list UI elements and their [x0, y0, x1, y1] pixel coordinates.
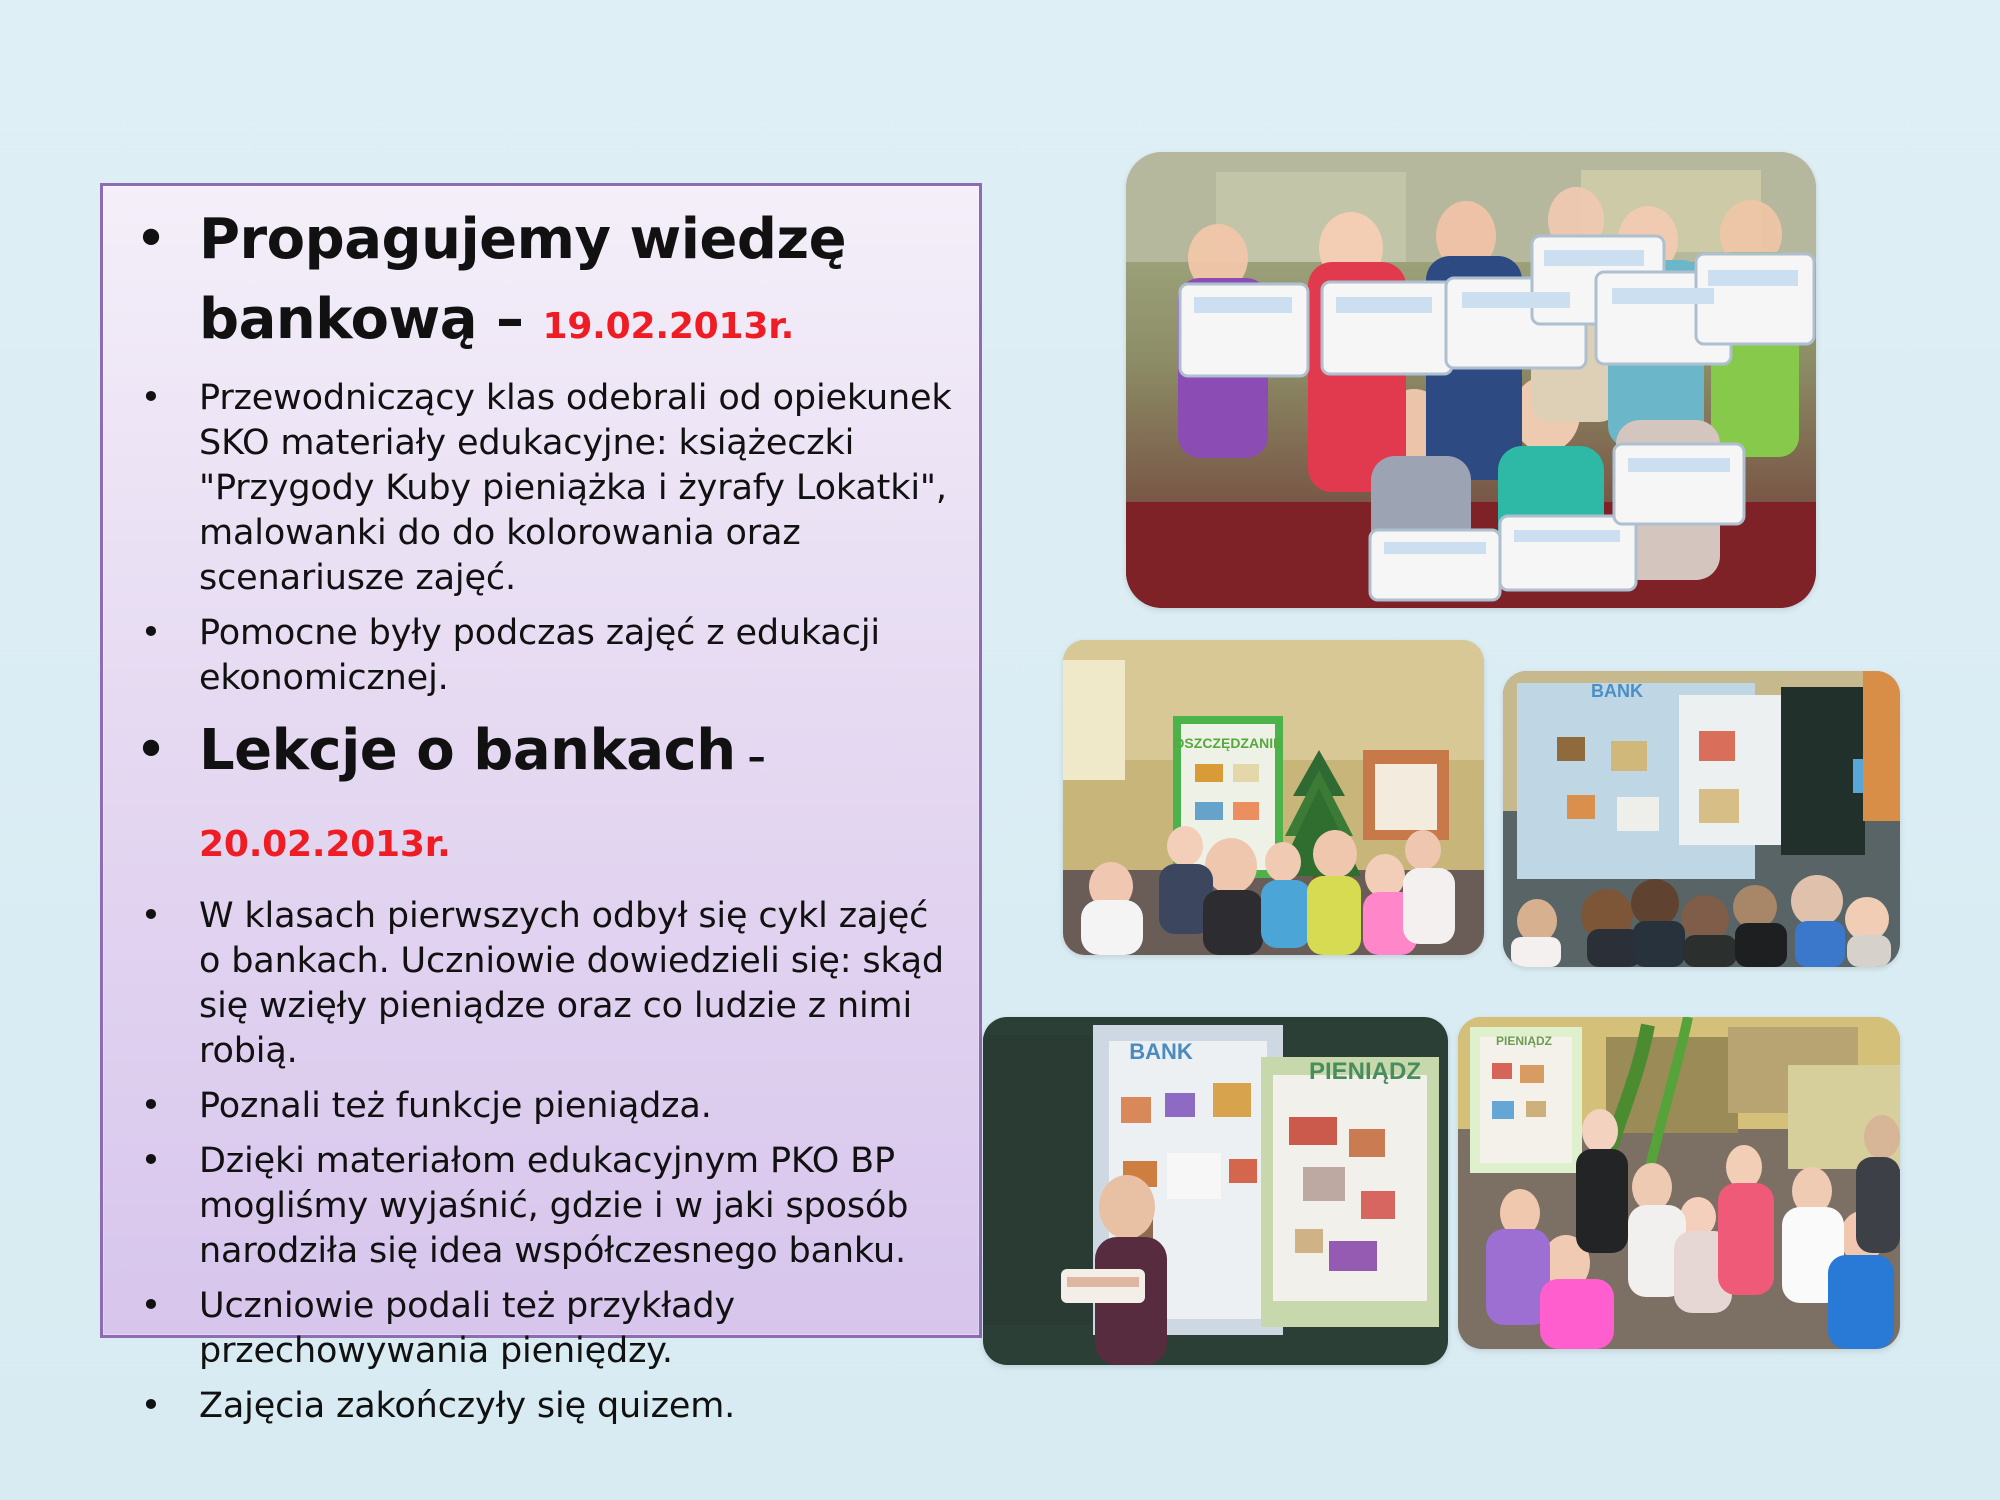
list-item: [103, 894, 955, 1074]
photo-3-illustration: [1503, 671, 1900, 967]
bullet-icon: •: [140, 1286, 162, 1326]
text-panel: [100, 183, 982, 1426]
heading-2-text: Lekcje o bankach: [199, 718, 736, 783]
photo-classroom-money-poster: [1458, 1017, 1900, 1349]
item-3: W klasach pierwszych odbył się cykl zajęć o bankach. Uczniowie dowiedzieli się: skąd się wzięły pieniądze oraz co ludzie z nimi robią.: [199, 896, 944, 1071]
heading-1-date: 19.02.2013r.: [542, 306, 795, 347]
section-heading-1: [103, 200, 955, 367]
heading-2: [199, 711, 955, 885]
bullet-icon: •: [140, 1141, 162, 1181]
bullet-icon: •: [134, 718, 168, 783]
item-5: Dzięki materiałom edukacyjnym PKO BP mogliśmy wyjaśnić, gdzie i w jaki sposób narodziła się idea współczesnego banku.: [199, 1141, 909, 1271]
photo-bank-and-money-posters: [983, 1017, 1448, 1365]
bullet-icon: •: [140, 896, 162, 936]
bullet-icon: •: [140, 1086, 162, 1126]
heading-1-text: Propagujemy wiedzę bankową –: [199, 207, 847, 352]
photo-5-illustration: [1458, 1017, 1900, 1349]
photo-classroom-savings-poster: [1063, 640, 1484, 955]
bullet-icon: •: [140, 378, 162, 418]
bullet-icon: •: [134, 207, 168, 272]
photo-1-illustration: [1126, 152, 1816, 608]
item-4: Poznali też funkcje pieniądza.: [199, 1086, 712, 1126]
list-item: [103, 1284, 955, 1374]
list-item: [103, 376, 955, 601]
bullet-icon: •: [140, 1386, 162, 1426]
poster-label-money: PIENIĄDZ: [1308, 1058, 1422, 1085]
item-6: Uczniowie podali też przykłady przechowywania pieniędzy.: [199, 1286, 735, 1371]
list-item: [103, 1084, 955, 1129]
section-heading-2: [103, 711, 955, 885]
photo-2-illustration: [1063, 640, 1484, 955]
heading-2-dash: –: [735, 737, 766, 778]
item-2: Pomocne były podczas zajęć z edukacji ekonomicznej.: [199, 613, 880, 698]
photo-children-with-booklets: [1126, 152, 1816, 608]
heading-2-date: 20.02.2013r.: [199, 824, 451, 865]
poster-label-bank-2: BANK: [1129, 1039, 1193, 1064]
item-1: Przewodniczący klas odebrali od opiekunek SKO materiały edukacyjne: książeczki "Przygody Kuby pieniążka i żyrafy Lokatki", malowanki do do kolorowania oraz scenariusze zajęć.: [199, 378, 952, 598]
list-item: [103, 1139, 955, 1274]
poster-label-money-2: PIENIĄDZ: [1495, 1034, 1553, 1048]
bullet-icon: •: [140, 613, 162, 653]
list-item: [103, 1384, 955, 1429]
list-item: [103, 611, 955, 701]
poster-label-bank: BANK: [1591, 681, 1643, 701]
item-7: Zajęcia zakończyły się quizem.: [199, 1386, 736, 1426]
poster-label-savings: OSZCZĘDZANIE: [1173, 735, 1283, 751]
heading-1: [199, 200, 955, 367]
photo-classroom-bank-poster: [1503, 671, 1900, 967]
photo-4-illustration: [983, 1017, 1448, 1365]
